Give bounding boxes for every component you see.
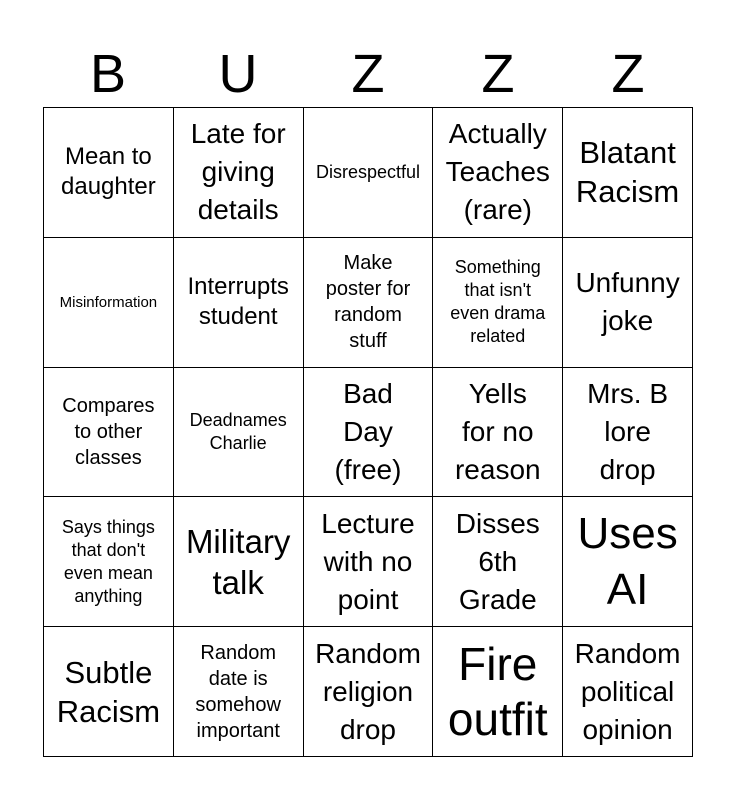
cell-text: Disses 6th Grade [455,507,540,615]
bingo-cell-r4c2[interactable] [174,497,304,627]
bingo-cell-r5c1[interactable] [44,627,174,757]
bingo-cell-r3c4[interactable] [433,368,563,498]
bingo-cell-r1c4[interactable] [433,108,563,238]
cell-text: Random religion drop [315,637,421,745]
cell-text: Bad Day (free) [334,377,402,485]
cell-text: Something that isn't even drama related [450,257,546,347]
bingo-cell-r1c2[interactable] [174,108,304,238]
cell-text: Random date is somehow important [195,641,281,742]
cell-text: Mean to daughter [61,143,156,201]
cell-text: Military talk [185,522,291,601]
cell-text: Interrupts student [187,273,289,331]
cell-text: Blatant Racism [575,135,680,210]
bingo-cell-r4c3[interactable] [304,497,434,627]
bingo-cell-r1c5[interactable] [563,108,693,238]
header-letter-z3: Z [611,44,645,104]
cell-text: Deadnames Charlie [189,409,287,453]
bingo-cell-r5c2[interactable] [174,627,304,757]
bingo-cell-r1c3[interactable] [304,108,434,238]
bingo-cell-r5c4[interactable] [433,627,563,757]
header-letter-z2: Z [481,44,515,104]
cell-text: Late for giving details [190,118,286,226]
cell-text: Mrs. B lore drop [587,377,669,485]
header-letter-u: U [218,44,258,104]
bingo-cell-r3c3[interactable] [304,368,434,498]
bingo-cell-r5c5[interactable] [563,627,693,757]
bingo-cell-r3c2[interactable] [174,368,304,498]
bingo-cell-r2c4[interactable] [433,238,563,368]
bingo-cell-r4c4[interactable] [433,497,563,627]
bingo-grid [43,107,693,757]
bingo-cell-r5c3[interactable] [304,627,434,757]
bingo-header [43,40,693,108]
cell-text: Compares to other classes [62,394,155,469]
bingo-cell-r2c5[interactable] [563,238,693,368]
bingo-cell-r1c1[interactable] [44,108,174,238]
cell-text: Random political opinion [574,637,681,745]
bingo-cell-r3c5[interactable] [563,368,693,498]
bingo-cell-r4c1[interactable] [44,497,174,627]
cell-text: Yells for no reason [454,377,541,485]
cell-text: Misinformation [59,293,158,311]
bingo-cell-r4c5[interactable] [563,497,693,627]
cell-text: Lecture with no point [321,507,415,615]
cell-text: Disrespectful [315,161,421,182]
cell-text: Fire outfit [447,637,548,745]
cell-text: Subtle Racism [56,654,161,729]
cell-text: Says things that don't even mean anything [61,516,155,606]
bingo-cell-r2c2[interactable] [174,238,304,368]
bingo-cell-r2c3[interactable] [304,238,434,368]
cell-text: Uses AI [577,508,678,614]
bingo-cell-r2c1[interactable] [44,238,174,368]
header-letter-b: B [89,44,127,104]
cell-text: Unfunny joke [575,267,680,337]
bingo-cell-r3c1[interactable] [44,368,174,498]
header-letter-z1: Z [351,44,385,104]
cell-text: Make poster for random stuff [325,252,411,353]
cell-text: Actually Teaches (rare) [445,118,550,226]
